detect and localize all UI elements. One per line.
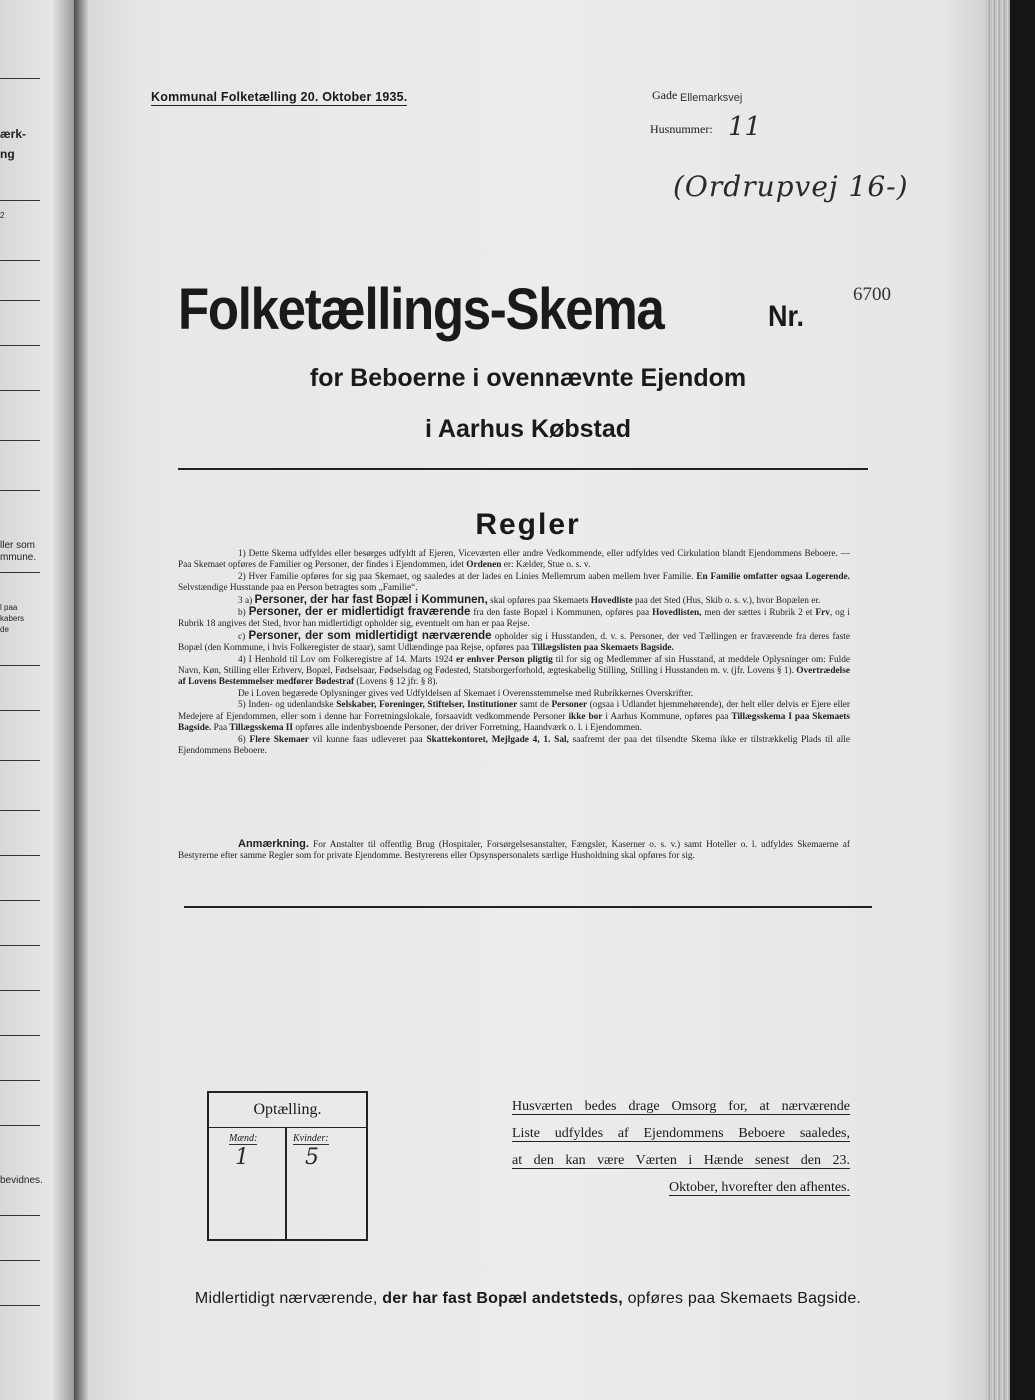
left-fragment: ng	[0, 147, 15, 161]
left-rule	[0, 1305, 40, 1306]
left-fragment: ller som	[0, 540, 36, 551]
form-subtitle: for Beboerne i ovennævnte Ejendom	[309, 364, 747, 392]
men-count: 1	[235, 1145, 249, 1170]
left-page-edge	[0, 0, 74, 1400]
form-number-value: 6700	[853, 284, 891, 305]
left-rule	[0, 300, 40, 301]
form-title: Folketællings-Skema	[178, 277, 664, 342]
left-fragment: mmune.	[0, 552, 37, 563]
left-rule	[0, 710, 40, 711]
left-fragment: de	[0, 625, 9, 634]
left-fragment: ærk-	[0, 127, 27, 141]
divider	[178, 468, 868, 470]
left-rule	[0, 900, 40, 901]
form-number-label: Nr.	[768, 300, 805, 333]
rule-1: 1) Dette Skema udfyldes eller besørges udfyldt af Ejeren, Viceværten eller andre Vedkommende, eller udfyldes ved Cirkulation blandt Ejendommens Beboere. — Paa Skemaet opføres de Familier og Personer, der findes i Ejendommen, idet Ordenen er: Kælder, Stue o. s. v.	[178, 549, 850, 571]
left-rule	[0, 1080, 40, 1081]
rule-4-note: De i Loven begærede Oplysninger gives ved Udfyldelsen af Skemaet i Overensstemmelse med Rubrikkernes Overskrifter.	[238, 688, 694, 699]
rule-6: 6) Flere Skemaer vil kunne faas udleveret paa Skattekontoret, Mejlgade 4, 1. Sal, saafremt der paa det tilsendte Skema ikke er tilstrækkelig Plads til alle Ejendommens Beboere.	[178, 734, 850, 756]
census-header: Kommunal Folketælling 20. Oktober 1935.	[151, 90, 408, 104]
rules-heading: Regler	[475, 508, 581, 541]
left-rule	[0, 390, 40, 391]
gade-value: Ellemarksvej	[680, 92, 743, 104]
census-form-page	[88, 0, 986, 1400]
left-rule	[0, 260, 40, 261]
book-gutter	[74, 0, 88, 1400]
left-rule	[0, 345, 40, 346]
annotation-lead: Anmærkning.	[238, 838, 309, 850]
count-box	[207, 1091, 368, 1241]
left-rule	[0, 1215, 40, 1216]
instruction-line: Oktober, hvorefter den afhentes.	[669, 1180, 850, 1195]
left-fragment: bevidnes.	[0, 1175, 43, 1186]
rule-5: 5) Inden- og udenlandske Selskaber, Foreninger, Stiftelser, Institutioner samt de Personer (ogsaa i Udlandet hjemmehørende), der helt eller delvis er Ejere eller Medejere af Ejendommen, eller som i denne har Forretningslokale, forsaavidt vedkommende Personer ikke bor i Aarhus Kommune, opføres paa Tillægsskema I paa Skemaets Bagside. Paa Tillægsskema II opføres alle indenbysboende Personer, der driver Forretning, Haandværk o. l. i Ejendommen.	[178, 700, 851, 734]
left-rule	[0, 760, 40, 761]
page-stack-edges	[986, 0, 1010, 1400]
men-label: Mænd:	[229, 1133, 258, 1144]
left-rule	[0, 490, 40, 491]
left-fragment: kabers	[0, 614, 25, 623]
left-fragment: l paa	[0, 603, 18, 612]
women-label: Kvinder:	[293, 1133, 329, 1144]
instruction-line: Husværten bedes drage Omsorg for, at nærværende	[512, 1099, 850, 1114]
count-box-title: Optælling.	[209, 1093, 366, 1128]
left-fragment: 2	[0, 211, 5, 220]
instruction-line: at den kan være Værten i Hænde senest den 23.	[512, 1153, 850, 1168]
women-count: 5	[305, 1145, 319, 1170]
handwritten-address-note: (Ordrupvej 16-)	[673, 170, 909, 203]
rules-text	[178, 549, 850, 757]
left-rule	[0, 810, 40, 811]
footer-note: Midlertidigt nærværende, der har fast Bopæl andetsteds, opføres paa Skemaets Bagside.	[194, 1290, 862, 1307]
form-subtitle-city: i Aarhus Købstad	[424, 415, 632, 443]
husnummer-label: Husnummer:	[650, 122, 713, 136]
gade-label: Gade	[652, 88, 678, 102]
rule-3a: 3 a) Personer, der har fast Bopæl i Kommunen, skal opføres paa Skemaets Hovedliste paa det Sted (Hus, Skib o. s. v.), hvor Bopælen er.	[238, 593, 821, 606]
left-rule	[0, 945, 40, 946]
annotation-text	[178, 839, 850, 863]
left-rule	[0, 665, 40, 666]
left-rule	[0, 572, 40, 573]
left-rule	[0, 1260, 40, 1261]
rule-3c: c) Personer, der som midlertidigt nærværende opholder sig i Husstanden, d. v. s. Personer, der ved Tællingen er fraværende fra deres faste Bopæl (den Kommune, i hvis Folkeregister de staar), samt Udlændinge paa Rejse, opføres paa Tillægslisten paa Skemaets Bagside.	[178, 629, 851, 654]
left-rule	[0, 990, 40, 991]
annotation-body: For Anstalter til offentlig Brug (Hospitaler, Forsørgelsesanstalter, Fængsler, Kaserner o. s. v.) samt Hoteller o. l. udfyldes Skemaerne af Bestyrerne efter samme Regler som for private Ejendomme. Bestyrerens eller Opsynspersonalets særlige Husholdning skal opføres for sig.	[178, 840, 850, 862]
instruction-line: Liste udfyldes af Ejendommens Beboere saaledes,	[512, 1126, 850, 1141]
left-rule	[0, 78, 40, 79]
left-rule	[0, 855, 40, 856]
rule-2: 2) Hver Familie opføres for sig paa Skemaet, og saaledes at der lades en Linies Mellemrum aaben mellem hver Familie. En Familie omfatter ogsaa Logerende. Selvstændige Husstande paa en Person betragtes som „Familie“.	[178, 571, 850, 594]
rule-3b: b) Personer, der er midlertidigt fraværende fra den faste Bopæl i Kommunen, opføres paa Hovedlisten, men der sættes i Rubrik 2 et Frv, og i Rubrik 18 angives det Sted, hvor han midlertidigt opholder sig, eventuelt om han er paa Rejse.	[178, 606, 850, 630]
rule-4: 4) I Henhold til Lov om Folkeregistre af 14. Marts 1924 er enhver Person pligtig til for sig og Medlemmer af sin Husstand, at meddele Oplysninger om: Fulde Navn, Køn, Stilling eller Erhverv, Bopæl, Fødselsaar, Fødselsdag og Fødested, Statsborgerforhold, ægteskabelig Stilling, Stilling i Husstanden m. v. (jfr. Lovens § 1). Overtrædelse af Lovens Bestemmelser medfører Bødestraf (Lovens § 12 jfr. § 8).	[178, 654, 850, 688]
divider	[184, 906, 872, 908]
scan-background	[1010, 0, 1035, 1400]
landlord-instructions	[512, 1093, 850, 1201]
left-rule	[0, 440, 40, 441]
husnummer-value: 11	[728, 112, 762, 142]
left-rule	[0, 1125, 40, 1126]
left-rule	[0, 200, 40, 201]
count-box-divider	[285, 1127, 287, 1239]
left-rule	[0, 1035, 40, 1036]
